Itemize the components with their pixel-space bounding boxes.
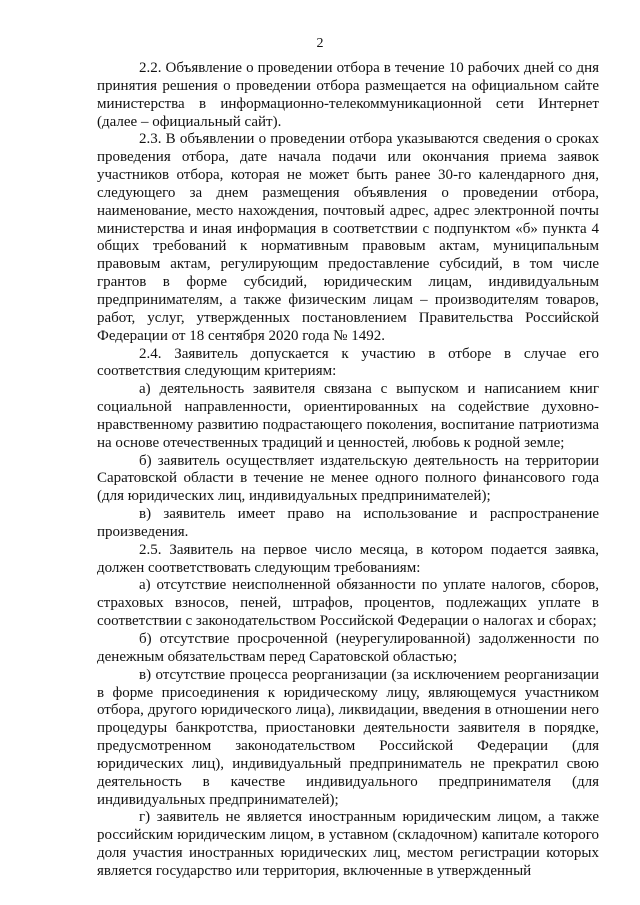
document-body: [97, 60, 599, 881]
paragraph-2-3: 2.3. В объявлении о проведении отбора указываются сведения о сроках проведения отбора, дате начала подачи или окончания приема заявок участников отбора, которая не может быть ранее 30-го календарного дня, следующего за днем размещения объявления о проведении отбора, наименование, место нахождения, почтовый адрес, адрес электронной почты министерства и иная информация в соответствии с подпунктом «б» пункта 4 общих требований к нормативным правовым актам, муниципальным правовым актам, регулирующим предоставление субсидий, в том числе грантов в форме субсидий, юридическим лицам, индивидуальным предпринимателям, а также физическим лицам – производителям товаров, работ, услуг, утвержденных постановлением Правительства Российской Федерации от 18 сентября 2020 года № 1492.: [97, 131, 599, 344]
paragraph-2-4-v: в) заявитель имеет право на использование и распространение произведения.: [97, 506, 599, 540]
paragraph-2-4-b: б) заявитель осуществляет издательскую деятельность на территории Саратовской области в течение не менее одного полного финансового года (для юридических лиц, индивидуальных предпринимателей);: [97, 452, 599, 505]
paragraph-2-4-a: а) деятельность заявителя связана с выпуском и написанием книг социальной направленности, ориентированных на содействие духовно-нравственному развитию подрастающего поколения, воспитание патриотизма на основе отечественных традиций и ценностей, любовь к родной земле;: [97, 381, 599, 451]
page-number: 2: [316, 36, 324, 51]
paragraph-2-5: 2.5. Заявитель на первое число месяца, в котором подается заявка, должен соответствовать следующим требованиям:: [97, 541, 599, 576]
paragraph-2-5-v: в) отсутствие процесса реорганизации (за исключением реорганизации в форме присоединения к юридическому лицу, являющемуся участником отбора, другого юридического лица), ликвидации, введения в отношении него процедуры банкротства, приостановки деятельности заявителя в порядке, предусмотренном законодательством Российской Федерации (для юридических лиц), индивидуальный предприниматель не прекратил свою деятельность в качестве индивидуального предпринимателя (для индивидуальных предпринимателей);: [97, 666, 599, 808]
paragraph-2-5-a: а) отсутствие неисполненной обязанности по уплате налогов, сборов, страховых взносов, пеней, штрафов, процентов, подлежащих уплате в соответствии с законодательством Российской Федерации о налогах и сборах;: [97, 577, 599, 630]
paragraph-2-2: 2.2. Объявление о проведении отбора в течение 10 рабочих дней со дня принятия решения о проведении отбора размещается на официальном сайте министерства в информационно-телекоммуникационной сети Интернет (далее – официальный сайт).: [97, 60, 599, 130]
paragraph-2-5-b: б) отсутствие просроченной (неурегулированной) задолженности по денежным обязательствам перед Саратовской областью;: [97, 631, 599, 665]
paragraph-2-5-g: г) заявитель не является иностранным юридическим лицом, а также российским юридическим лицом, в уставном (складочном) капитале которого доля участия иностранных юридических лиц, местом регистрации которых является государство или территория, включенные в утвержденный: [97, 809, 599, 879]
paragraph-2-4: 2.4. Заявитель допускается к участию в отборе в случае его соответствия следующим критериям:: [97, 345, 599, 380]
